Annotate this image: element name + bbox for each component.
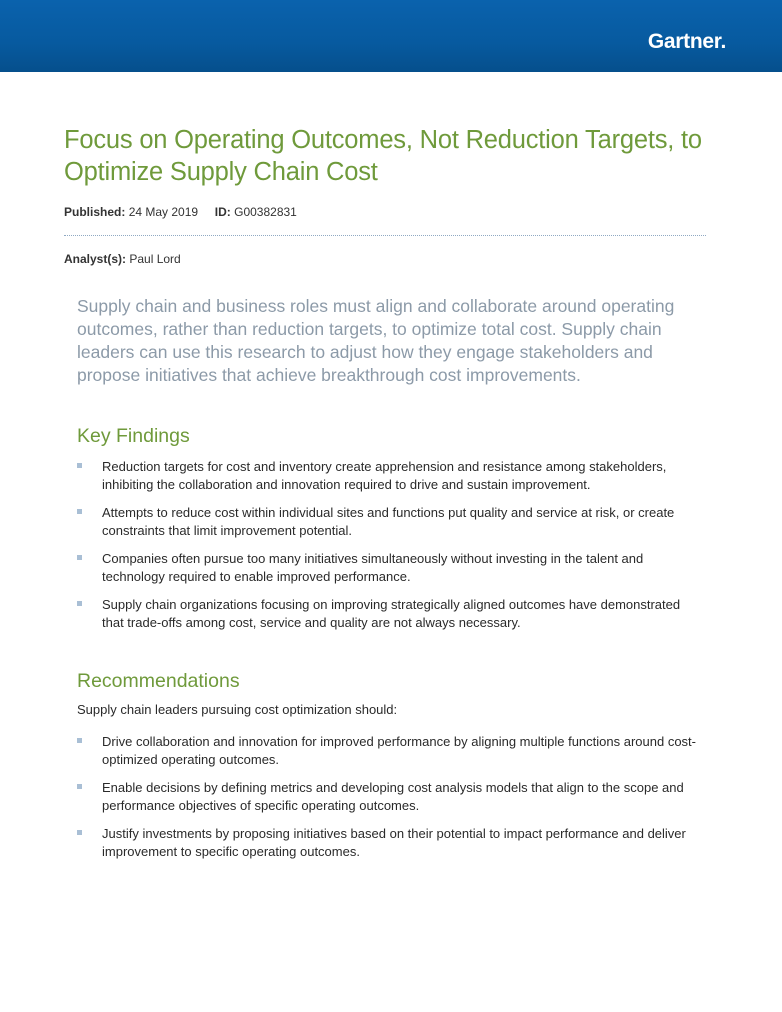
list-item: [77, 458, 705, 494]
recommendation-text: Justify investments by proposing initiatives based on their potential to impact performance and deliver improvement to specific operating outcomes.: [102, 826, 686, 859]
finding-text: Attempts to reduce cost within individual sites and functions put quality and service at risk, or create constraints that limit improvement potential.: [102, 505, 675, 538]
analyst-name: Paul Lord: [129, 252, 181, 266]
bullet-square-icon: [77, 463, 82, 468]
id-label: ID:: [214, 205, 231, 219]
recommendation-text: Drive collaboration and innovation for improved performance by aligning multiple functions around cost-optimized operating outcomes.: [102, 734, 696, 767]
bullet-square-icon: [77, 509, 82, 514]
list-item: [77, 733, 705, 769]
list-item: [77, 825, 705, 861]
recommendations-list: [77, 733, 705, 861]
finding-text: Reduction targets for cost and inventory create apprehension and resistance among stakeholders, inhibiting the collaboration and innovation required to drive and sustain improvement.: [102, 459, 667, 492]
finding-text: Companies often pursue too many initiatives simultaneously without investing in the talent and technology required to enable improved performance.: [102, 551, 644, 584]
bullet-square-icon: [77, 784, 82, 789]
bullet-square-icon: [77, 555, 82, 560]
key-findings-list: [77, 458, 705, 632]
bullet-square-icon: [77, 738, 82, 743]
key-findings-heading: Key Findings: [77, 425, 190, 447]
header-banner: [0, 0, 782, 72]
analyst-line: [64, 252, 706, 266]
recommendations-intro: Supply chain leaders pursuing cost optimization should:: [77, 702, 398, 717]
published-label: Published:: [64, 205, 126, 219]
analyst-label: Analyst(s):: [64, 252, 127, 266]
dotted-divider: [64, 235, 706, 236]
document-body: [64, 124, 706, 871]
summary-paragraph: Supply chain and business roles must align and collaborate around operating outcomes, rather than reduction targets, to optimize total cost. Supply chain leaders can use this research to adjust how they engage stakeholders and propose initiatives that achieve breakthrough cost improvements.: [77, 296, 675, 385]
finding-text: Supply chain organizations focusing on improving strategically aligned outcomes have demonstrated that trade-offs among cost, service and quality are not always necessary.: [102, 597, 681, 630]
document-id: G00382831: [234, 205, 297, 219]
gartner-logo: Gartner.: [647, 30, 726, 53]
list-item: [77, 596, 705, 632]
publication-meta: [64, 205, 706, 219]
recommendations-heading: Recommendations: [77, 670, 240, 692]
list-item: [77, 504, 705, 540]
bullet-square-icon: [77, 830, 82, 835]
list-item: [77, 550, 705, 586]
document-title: Focus on Operating Outcomes, Not Reduction Targets, to Optimize Supply Chain Cost: [64, 126, 702, 186]
bullet-square-icon: [77, 601, 82, 606]
list-item: [77, 779, 705, 815]
published-date: 24 May 2019: [128, 205, 199, 219]
recommendation-text: Enable decisions by defining metrics and developing cost analysis models that align to the scope and performance objectives of specific operating outcomes.: [102, 780, 684, 813]
